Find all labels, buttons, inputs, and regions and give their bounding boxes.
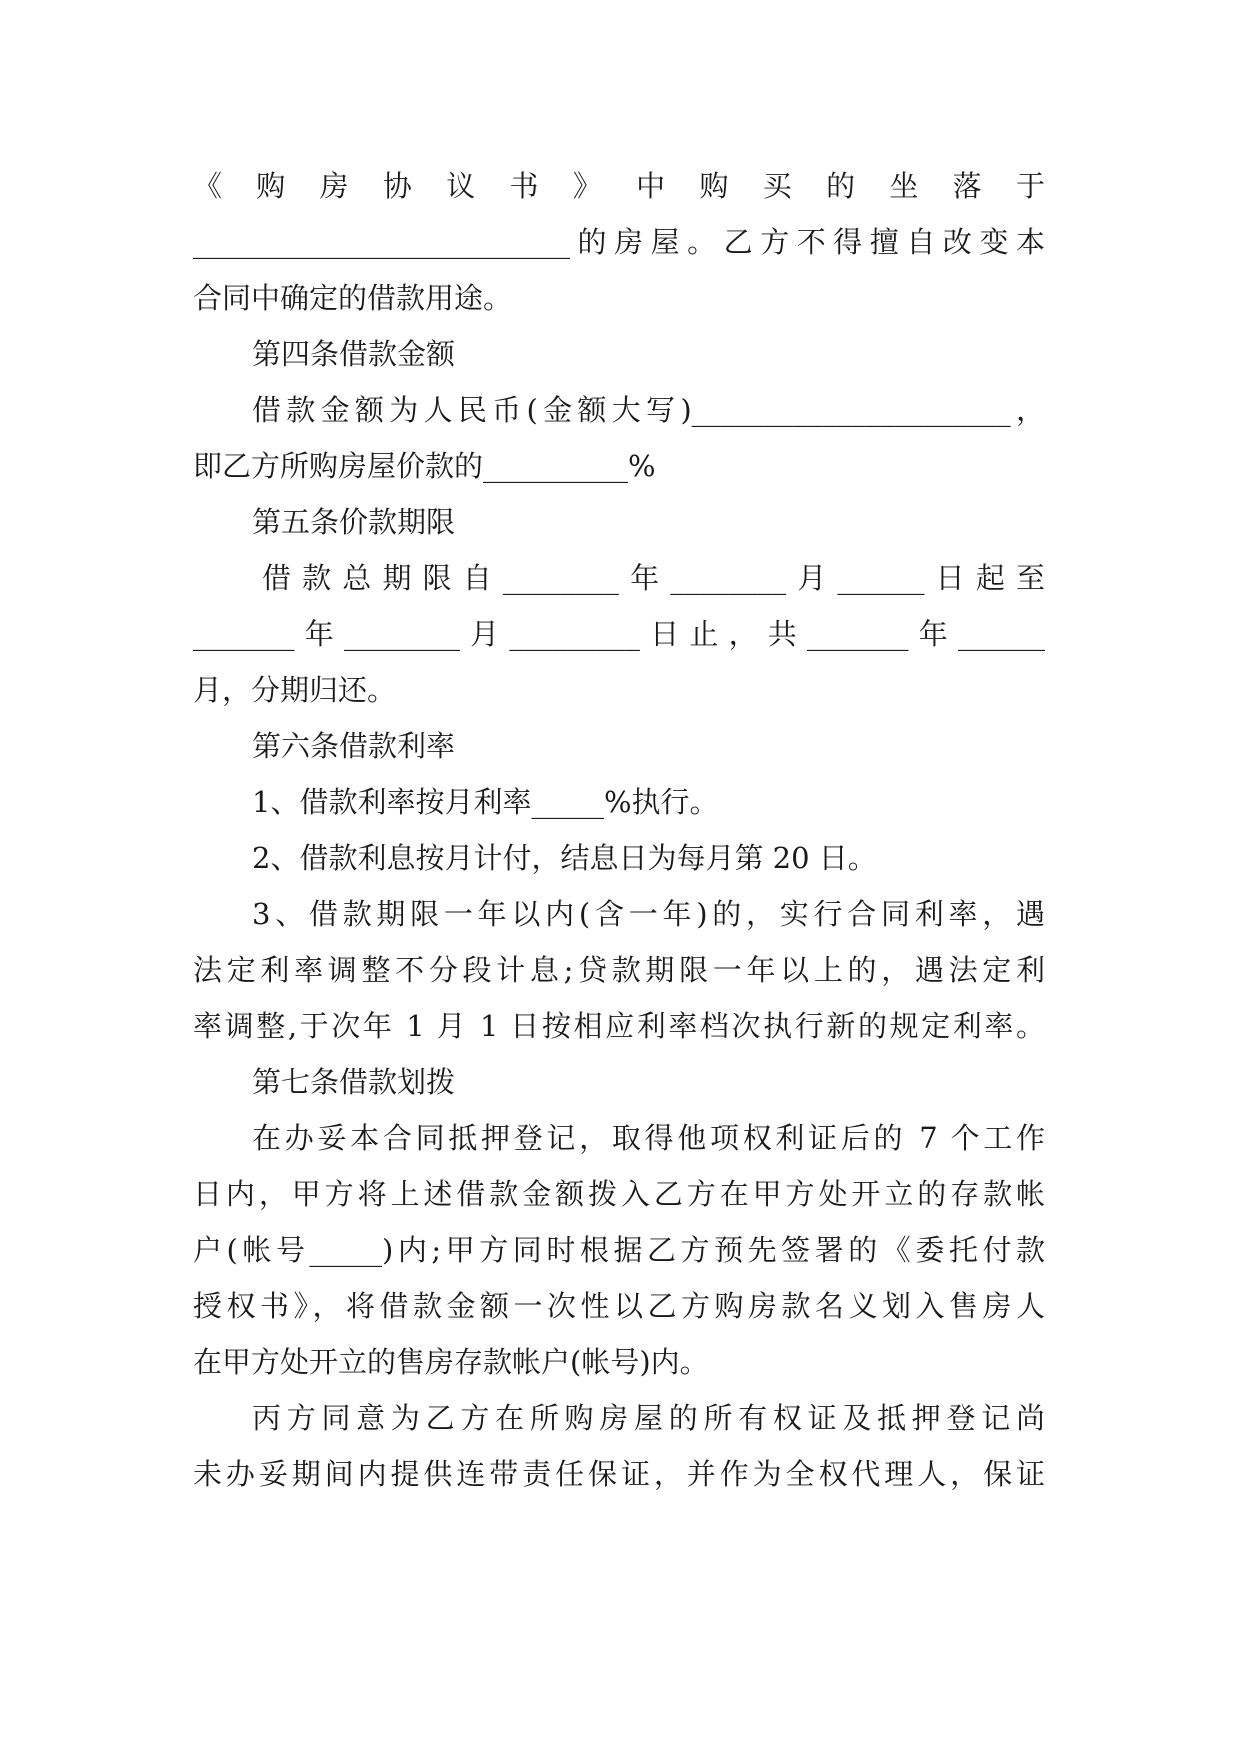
text-line-18: 在办妥本合同抵押登记，取得他项权利证后的 7 个工作 <box>252 1121 1045 1155</box>
text-line-5: 借款金额为人民币(金额大写)______________________， <box>252 393 1045 427</box>
section-heading-4: 第四条借款金额 <box>252 337 456 371</box>
text-line-8: 借款总期限自________年________月______日起至 <box>262 561 1045 595</box>
text-line-20: 户(帐号_____)内;甲方同时根据乙方预先签署的《委托付款 <box>193 1233 1045 1267</box>
text-line-2: __________________________的房屋。乙方不得擅自改变本 <box>193 225 1045 259</box>
text-line-19: 日内，甲方将上述借款金额拨入乙方在甲方处开立的存款帐 <box>193 1177 1045 1211</box>
text-line-16: 率调整,于次年 1 月 1 日按相应利率档次执行新的规定利率。 <box>193 1009 1045 1043</box>
text-line-1: 《 购 房 协 议 书 》 中 购 买 的 坐 落 于 <box>193 169 1045 203</box>
text-line-23: 丙方同意为乙方在所购房屋的所有权证及抵押登记尚 <box>252 1401 1045 1435</box>
text-line-12: 1、借款利率按月利率_____%执行。 <box>252 785 719 819</box>
text-line-10: 月，分期归还。 <box>193 673 397 707</box>
section-heading-7: 第七条借款划拨 <box>252 1065 456 1099</box>
text-line-3: 合同中确定的借款用途。 <box>193 281 513 315</box>
text-line-24: 未办妥期间内提供连带责任保证，并作为全权代理人，保证 <box>193 1457 1045 1491</box>
section-heading-5: 第五条价款期限 <box>252 505 456 539</box>
text-line-6: 即乙方所购房屋价款的__________% <box>193 449 656 483</box>
text-line-21: 授权书》，将借款金额一次性以乙方购房款名义划入售房人 <box>193 1289 1045 1323</box>
text-line-14: 3、借款期限一年以内(含一年)的，实行合同利率，遇 <box>252 897 1045 931</box>
text-line-15: 法定利率调整不分段计息;贷款期限一年以上的，遇法定利 <box>193 953 1045 987</box>
text-line-22: 在甲方处开立的售房存款帐户(帐号)内。 <box>193 1345 709 1379</box>
text-line-13: 2、借款利息按月计付，结息日为每月第 20 日。 <box>252 841 877 875</box>
section-heading-6: 第六条借款利率 <box>252 729 456 763</box>
text-line-9: _______年________月_________日止，共_______年______ <box>193 617 1045 651</box>
